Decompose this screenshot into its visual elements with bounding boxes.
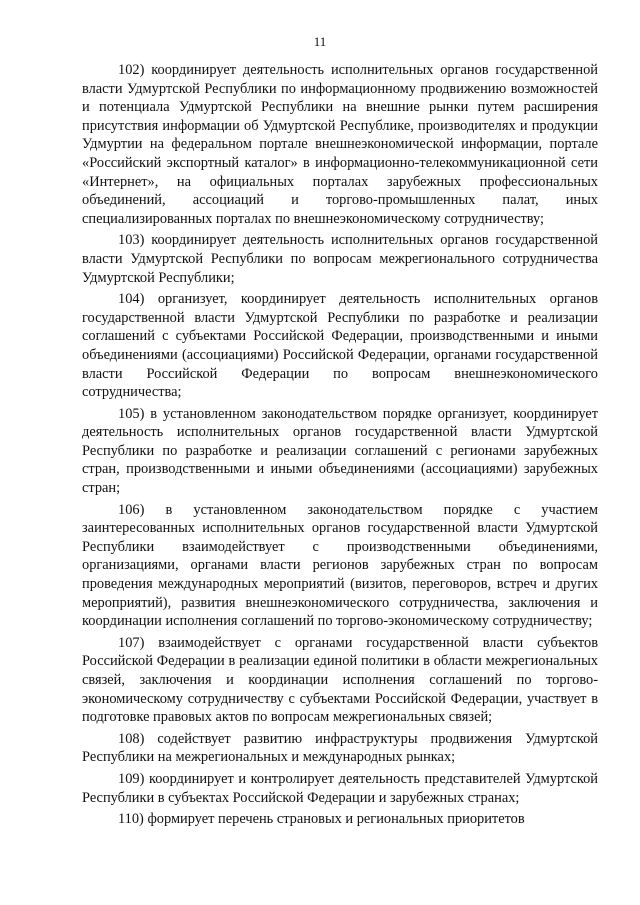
document-body <box>82 61 598 832</box>
paragraph-108: 108) содействует развитию инфраструктуры продвижения Удмуртской Республики на межрегиональных и международных рынках; <box>82 730 598 766</box>
paragraph-107: 107) взаимодействует с органами государственной власти субъектов Российской Федерации в реализации единой политики в области межрегиональных связей, заключения и координации исполнения соглашений по торгово-экономическому сотрудничеству с субъектами Российской Федерации, участвует в подготовке правовых актов по вопросам межрегиональных связей; <box>82 634 598 726</box>
paragraph-103: 103) координирует деятельность исполнительных органов государственной власти Удмуртской Республики по вопросам межрегионального сотрудничества Удмуртской Республики; <box>82 232 598 286</box>
paragraph-110: 110) формирует перечень страновых и региональных приоритетов <box>118 811 525 828</box>
paragraph-109: 109) координирует и контролирует деятельность представителей Удмуртской Республики в субъектах Российской Федерации и зарубежных странах; <box>82 770 598 806</box>
paragraph-102: 102) координирует деятельность исполнительных органов государственной власти Удмуртской Республики по информационному продвижению возможностей и потенциала Удмуртской Республики на внешние рынки путем расширения присутствия информации об Удмуртской Республике, производителях и продукции Удмуртии на федеральном портале внешнеэкономической информации, портале «Российский экспортный каталог» в информационно-телекоммуникационной сети «Интернет», на официальных порталах зарубежных профессиональных объединений, ассоциаций и торгово-промышленных палат, иных специализированных порталах по внешнеэкономическому сотрудничеству; <box>82 62 598 227</box>
paragraph-104: 104) организует, координирует деятельность исполнительных органов государственной власти Удмуртской Республики по разработке и реализации соглашений с субъектами Российской Федерации, производственными и иными объединениями (ассоциациями) Российской Федерации, органами государственной власти Российской Федерации по вопросам внешнеэкономического сотрудничества; <box>82 291 598 401</box>
paragraph-106: 106) в установленном законодательством порядке с участием заинтересованных исполнительных органов государственной власти Удмуртской Республики взаимодействует с производственными объединениями, организациями, органами власти регионов зарубежных стран по вопросам проведения международных мероприятий (визитов, переговоров, встреч и других мероприятий), развития внешнеэкономического сотрудничества, заключения и координации исполнения соглашений по торгово-экономическому сотрудничеству; <box>82 501 598 630</box>
page-number: 11 <box>313 34 327 49</box>
paragraph-105: 105) в установленном законодательством порядке организует, координирует деятельность исполнительных органов государственной власти Удмуртской Республики по разработке и реализации соглашений с регионами зарубежных стран, производственными и иными объединениями (ассоциациями) зарубежных стран; <box>82 405 598 497</box>
